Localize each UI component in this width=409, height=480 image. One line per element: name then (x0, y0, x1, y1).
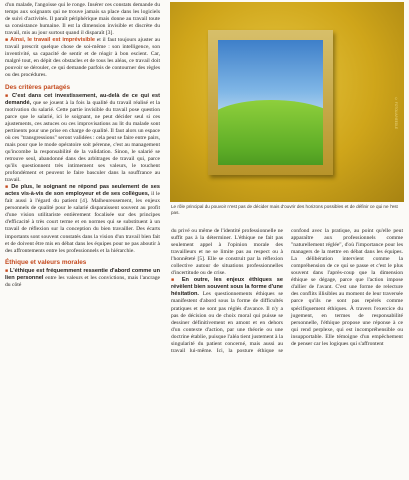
landscape-painting (218, 40, 323, 165)
figure-photo (170, 2, 404, 202)
green-hill (218, 100, 323, 165)
picture-frame (208, 30, 333, 175)
paragraph (5, 93, 160, 185)
paragraph: d'un malade, l'angoisse qui le ronge. Insérer ces constats demande du temps aux soignants qui ne trouve jamais sa place dans les logiciels de suivi d'activités. Il paraît périphérique mais donne au travail toute sa consistance humaine. Il est la dimension invisible et discrète du travail, mis au jour surtout quand il disparaît [3]. (5, 2, 160, 37)
paragraph: du privé ou même de l'identité professionnelle ne suffit pas à la déterminer. L'éthique ne fait pas seulement appel à l'opinion morale des travailleurs et ne se limite pas au respect ou à l'honnêteté [5]. Elle se construit par la réflexion collective autour de situations professionnelles d'incertitude ou de crise. (171, 228, 283, 277)
paragraph-text: que se jouent à la fois la qualité du travail réalisé et la motivation du salarié. Cette partie invisible du travail pose question parce que le salarié, ici le soignant, ne peut décider seul si ces ajustements, ces astuces ou ces improvisations au lit du malade sont pertinents pour une prise en charge de qualité. Il faut alors un espace où ces "transgressions" seront validées : cela peut se faire entre pairs, mais pour que le mode opératoire soit pérenne, c'est au management qu'incombe la responsabilité de la validation. Sinon, le salarié se retrouve seul, abandonné dans des arbitrages de travail qui, parce qu'ils questionnent très intimement ses valeurs, le touchent profondément et peuvent le faire basculer dans la souffrance au travail. (5, 99, 160, 184)
paragraph (5, 184, 160, 254)
paragraph-text: entre les valeurs et les convictions, mais l'ancrage du côté (5, 274, 161, 288)
highlight-lead: ■ Ainsi, le travail est imprévisible (5, 37, 95, 43)
photo-credit: © FOTOLIA/NEEDLE (394, 97, 398, 130)
paragraph-text: Les questionnements éthiques se manifestent d'abord sous la forme de difficultés pratiques et ne sont pas réglés d'avance. Il n'y a pas de décision ou de choix moral qui puisse se dessiner définitivement en amont et en dehors d'un contexte d'action, par une théorie ou une doctrine établie, puisque l'aléa tient justement à la singularité du patient concerné, mais aussi au travail lui-même. Ici, la posture éthique se confond avec la pratique, au point qu'elle peut apparaître aux professionnels comme "naturellement réglée", d'où l'importance pour les managers de la mettre en débat dans les équipes. La délibération intervient comme la compréhension de ce qui se passe et c'est le plus souvent dans l'après-coup que la dimension éthique se dégage, parce que l'action impose d'allier de l'avant. C'est une forme de relecture des conflits illisibles au moment de leur traversée parce qu'ils ne sont pas repérés comme spécifiquement éthiques. À travers l'exercice du jugement, en termes de responsabilité personnelle, l'éthique propose une réponse à ce qui rend perplexe, qui est incompréhensible ou insupportable. Elle témoigne d'un empêchement de penser car les logiques qui s'affrontent (171, 228, 403, 354)
paragraph (5, 268, 160, 289)
bold-lead: ■ En outre, les enjeux éthiques se révèlent bien souvent sous la forme d'une hésitation. (171, 277, 283, 297)
paragraph-text: il le fait aussi à l'égard du patient [4]. Malheureusement, les enjeux personnels de qualité pour le salarié disparaissent souvent au profit d'une vision utilitariste entièrement focalisée sur des principes d'efficacité à très court terme et en normes qui se substituent à un travail de réflexion sur la conception du bien travailler. Des écarts importants sont souvent constatés dans la vision d'un travail bien fait et de doivent être mis en débat dans les équipes pour ne pas aboutir à des affrontements entre les professionnels et la hiérarchie. (5, 191, 160, 254)
section-title: Éthique et valeurs morales (5, 258, 87, 266)
right-columns (171, 228, 403, 355)
bold-lead: ■ C'est dans cet investissement, au-delà de ce qui est demandé, (5, 93, 160, 106)
paragraph-text: et il faut toujours ajuster au travail prescrit quelque chose de soi-même : son intelligence, son inventivité, sa capacité de sentir et de réagir à bon escient. Car, malgré tout, en dépit des obstacles et de tous les aléas, ce travail doit pouvoir se dérouler, ce qui demande parfois de contourner des règles ou des procédures. (5, 37, 160, 79)
left-column (5, 2, 160, 289)
bold-lead: ■ De plus, le soignant ne répond pas seulement de ses actes vis-à-vis de son employeur et de ses collègues, (5, 184, 160, 197)
section-title: Des critères partagés (5, 83, 71, 91)
paragraph (5, 37, 160, 79)
figure-caption: Le rôle principal du pouvoir n'est pas de décider mais d'ouvrir des horizons possibles et de définir ce qui ne l'est pas. (171, 204, 398, 215)
bold-lead: ■ L'éthique est fréquemment ressentie d'abord comme un lien personnel (5, 268, 160, 281)
